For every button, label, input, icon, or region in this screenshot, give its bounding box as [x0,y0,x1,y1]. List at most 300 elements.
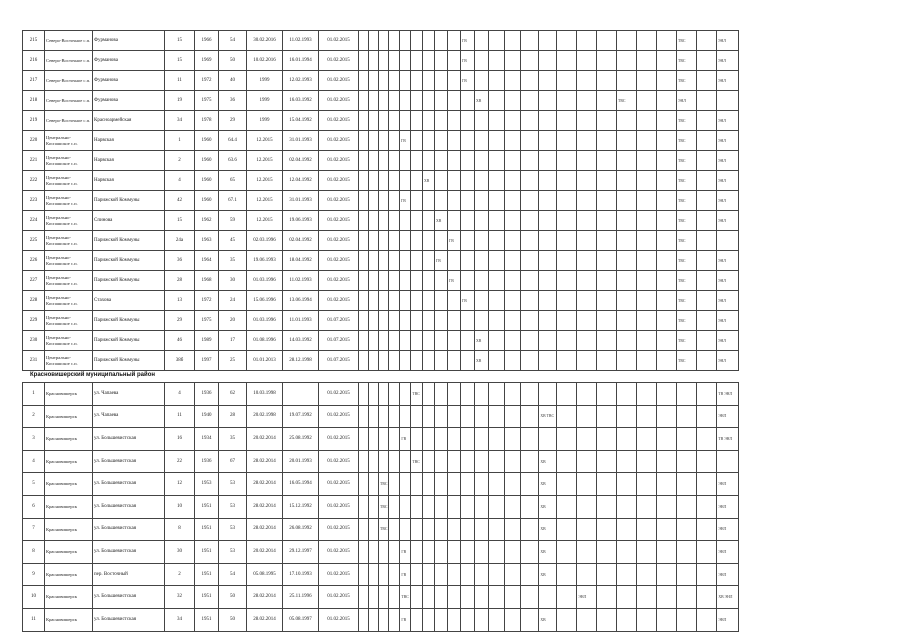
cell-street: ул. Чапаева [93,383,165,406]
cell-street: Стахова [93,291,165,311]
cell-district: Центрально-Коспашское с.п. [45,251,93,271]
grid-cell [359,271,369,291]
grid-cell [475,563,489,586]
work-mark: ХВ [539,518,557,541]
grid-cell [597,51,617,71]
grid-cell [369,586,379,609]
grid-cell [411,518,423,541]
grid-cell [505,151,521,171]
grid-cell [400,251,411,271]
grid-cell [369,541,379,564]
work-mark: ТВС [677,211,697,231]
grid-cell [521,608,539,631]
grid-cell [637,450,657,473]
grid-cell [461,311,475,331]
cell-street: Парижской Коммуны [93,271,165,291]
grid-cell [717,231,739,251]
grid-cell [539,428,557,451]
cell-street: Спинова [93,211,165,231]
grid-cell [539,271,557,291]
grid-cell [359,495,369,518]
grid-cell [557,291,577,311]
cell-d1: 20.02.2014 [247,428,283,451]
cell-house: 12 [165,473,195,496]
cell-house: 32 [165,586,195,609]
grid-cell [577,291,597,311]
grid-cell [577,608,597,631]
cell-n: 8 [23,541,45,564]
grid-cell [489,331,505,351]
grid-cell [577,191,597,211]
cell-n: 221 [23,151,45,171]
grid-cell [369,231,379,251]
cell-n: 9 [23,563,45,586]
cell-year: 1934 [195,428,219,451]
grid-cell [475,541,489,564]
grid-cell [557,311,577,331]
cell-year: 1997 [195,351,219,371]
grid-cell [539,251,557,271]
grid-cell [435,131,448,151]
cell-n: 10 [23,586,45,609]
grid-cell [539,71,557,91]
grid-cell [489,51,505,71]
grid-cell [448,191,461,211]
grid-cell [400,450,411,473]
grid-cell [637,311,657,331]
grid-cell [657,251,677,271]
cell-d1: 28.02.2014 [247,495,283,518]
grid-cell [475,291,489,311]
cell-year: 1964 [195,251,219,271]
table-row [23,450,739,473]
cell-n: 4 [23,450,45,473]
grid-cell [423,586,435,609]
work-mark: ТВС [379,473,389,496]
grid-cell [489,311,505,331]
cell-d2: 29.12.1997 [283,541,319,564]
cell-d2: 28.12.1998 [283,351,319,371]
grid-cell [617,331,637,351]
grid-cell [697,271,717,291]
grid-cell [389,608,400,631]
grid-cell [475,428,489,451]
work-mark: ТВС [677,331,697,351]
cell-year: 1951 [195,495,219,518]
grid-cell [411,405,423,428]
grid-cell [505,211,521,231]
grid-cell [521,311,539,331]
cell-d1: 28.02.2014 [247,586,283,609]
work-mark: ТВС [677,111,697,131]
grid-cell [475,383,489,406]
grid-cell [637,495,657,518]
grid-cell [657,71,677,91]
cell-d1: 20.02.1998 [247,405,283,428]
cell-district: Красновишерск [45,541,93,564]
cell-n: 231 [23,351,45,371]
cell-d3: 01.02.2015 [319,608,359,631]
grid-cell [411,311,423,331]
table-row [23,191,739,211]
cell-house: 13 [165,291,195,311]
grid-cell [505,351,521,371]
grid-cell [475,473,489,496]
grid-cell [657,383,677,406]
grid-cell [475,211,489,231]
grid-cell [369,291,379,311]
grid-cell [697,351,717,371]
cell-street: ул. Большевистская [93,473,165,496]
grid-cell [557,473,577,496]
cell-pct: 50 [219,51,247,71]
grid-cell [505,428,521,451]
table-row [23,563,739,586]
grid-cell [637,518,657,541]
work-mark: ЭНЛ [717,191,739,211]
cell-n: 215 [23,31,45,51]
grid-cell [389,331,400,351]
grid-cell [557,495,577,518]
grid-cell [475,518,489,541]
grid-cell [697,31,717,51]
grid-cell [557,541,577,564]
grid-cell [448,71,461,91]
grid-cell [637,111,657,131]
cell-year: 1953 [195,473,219,496]
cell-d1: 10.02.2016 [247,51,283,71]
work-mark: ГВ [448,231,461,251]
grid-cell [637,31,657,51]
grid-cell [369,473,379,496]
grid-cell [521,31,539,51]
grid-cell [521,251,539,271]
grid-cell [521,151,539,171]
grid-cell [657,428,677,451]
grid-cell [435,586,448,609]
grid-cell [505,291,521,311]
grid-cell [411,91,423,111]
grid-cell [637,563,657,586]
grid-cell [400,111,411,131]
grid-cell [448,91,461,111]
grid-cell [475,131,489,151]
grid-cell [657,31,677,51]
grid-cell [435,291,448,311]
grid-cell [359,563,369,586]
grid-cell [389,131,400,151]
grid-cell [489,405,505,428]
grid-cell [448,251,461,271]
grid-cell [435,51,448,71]
work-mark: ТВС [677,311,697,331]
cell-house: 15 [165,51,195,71]
grid-cell [521,131,539,151]
cell-d2: 02.04.1992 [283,151,319,171]
cell-d3: 01.02.2015 [319,291,359,311]
cell-n: 7 [23,518,45,541]
grid-cell [379,405,389,428]
work-mark: ГВ [400,541,411,564]
grid-cell [423,191,435,211]
work-mark: ТВ ЭНЛ [717,428,739,451]
cell-year: 1936 [195,450,219,473]
grid-cell [400,51,411,71]
cell-year: 1960 [195,131,219,151]
grid-cell [379,541,389,564]
cell-d2: 31.01.1993 [283,131,319,151]
grid-cell [557,151,577,171]
grid-cell [489,91,505,111]
grid-cell [617,131,637,151]
grid-cell [411,351,423,371]
housing-table-lower [22,382,739,632]
grid-cell [677,473,697,496]
work-mark: ТВС [379,495,389,518]
grid-cell [697,311,717,331]
grid-cell [359,351,369,371]
grid-cell [597,31,617,51]
cell-district: Красновишерск [45,518,93,541]
grid-cell [597,311,617,331]
cell-n: 225 [23,231,45,251]
grid-cell [577,473,597,496]
cell-year: 1975 [195,91,219,111]
cell-house: 19 [165,91,195,111]
grid-cell [617,405,637,428]
cell-district: Центрально-Коспашское с.п. [45,331,93,351]
cell-street: Парижской Коммуны [93,351,165,371]
grid-cell [505,131,521,151]
cell-n: 11 [23,608,45,631]
grid-cell [697,71,717,91]
grid-cell [505,171,521,191]
cell-d3: 01.02.2015 [319,131,359,151]
grid-cell [597,251,617,271]
grid-cell [461,271,475,291]
cell-d2: 12.04.1992 [283,171,319,191]
grid-cell [489,450,505,473]
grid-cell [657,495,677,518]
grid-cell [657,191,677,211]
cell-house: 22 [165,450,195,473]
grid-cell [489,131,505,151]
grid-cell [359,428,369,451]
work-mark: ГВ [461,31,475,51]
cell-n: 227 [23,271,45,291]
cell-year: 1960 [195,151,219,171]
cell-d1: 20.02.2014 [247,541,283,564]
grid-cell [657,171,677,191]
grid-cell [461,518,475,541]
cell-street: ул. Большевистская [93,586,165,609]
grid-cell [539,331,557,351]
cell-d2: 11.01.1993 [283,311,319,331]
cell-street: Красноармейская [93,111,165,131]
work-mark: ГВ [461,291,475,311]
grid-cell [677,608,697,631]
grid-cell [389,151,400,171]
table-row [23,473,739,496]
cell-district: Центрально-Коспашское с.п. [45,211,93,231]
table-row [23,231,739,251]
grid-cell [617,271,637,291]
cell-n: 222 [23,171,45,191]
grid-cell [359,171,369,191]
grid-cell [577,495,597,518]
cell-district: Красновишерск [45,586,93,609]
grid-cell [577,51,597,71]
grid-cell [597,111,617,131]
grid-cell [435,351,448,371]
cell-d1: 12.2015 [247,151,283,171]
grid-cell [617,311,637,331]
grid-cell [448,563,461,586]
cell-d1: 19.06.1993 [247,251,283,271]
grid-cell [597,495,617,518]
grid-cell [637,405,657,428]
grid-cell [617,450,637,473]
cell-year: 1963 [195,231,219,251]
cell-pct: 28 [219,405,247,428]
grid-cell [617,171,637,191]
work-mark: ХВ [539,608,557,631]
grid-cell [411,31,423,51]
cell-house: 4 [165,171,195,191]
grid-cell [521,231,539,251]
cell-year: 1968 [195,271,219,291]
grid-cell [448,331,461,351]
cell-d3: 01.02.2015 [319,541,359,564]
work-mark: ГВ [400,131,411,151]
cell-street: Парижской Коммуны [93,231,165,251]
cell-district: Центрально-Коспашское с.п. [45,171,93,191]
grid-cell [505,111,521,131]
work-mark: ТВС [379,518,389,541]
grid-cell [435,518,448,541]
work-mark: ГВ [400,428,411,451]
cell-n: 5 [23,473,45,496]
grid-cell [557,428,577,451]
grid-cell [369,151,379,171]
grid-cell [369,271,379,291]
grid-cell [637,211,657,231]
grid-cell [521,331,539,351]
grid-cell [617,541,637,564]
cell-d2: 11.02.1993 [283,31,319,51]
grid-cell [389,473,400,496]
cell-d3: 01.02.2015 [319,271,359,291]
grid-cell [677,541,697,564]
grid-cell [637,151,657,171]
grid-cell [657,51,677,71]
grid-cell [697,111,717,131]
cell-n: 220 [23,131,45,151]
cell-year: 1972 [195,71,219,91]
grid-cell [697,191,717,211]
grid-cell [379,191,389,211]
grid-cell [448,291,461,311]
grid-cell [637,251,657,271]
grid-cell [617,71,637,91]
grid-cell [448,405,461,428]
grid-cell [423,151,435,171]
grid-cell [423,251,435,271]
grid-cell [637,191,657,211]
grid-cell [489,518,505,541]
grid-cell [577,331,597,351]
grid-cell [400,271,411,291]
grid-cell [389,311,400,331]
cell-d3: 01.02.2015 [319,91,359,111]
grid-cell [369,450,379,473]
cell-district: Центрально-Коспашское с.п. [45,131,93,151]
grid-cell [717,450,739,473]
grid-cell [411,473,423,496]
grid-cell [657,271,677,291]
grid-cell [475,51,489,71]
grid-cell [359,383,369,406]
grid-cell [461,495,475,518]
grid-cell [677,495,697,518]
grid-cell [400,291,411,311]
work-mark: ЭНЛ [717,71,739,91]
grid-cell [448,383,461,406]
cell-house: 15 [165,211,195,231]
work-mark: ЭНЛ [717,151,739,171]
grid-cell [389,91,400,111]
grid-cell [400,31,411,51]
cell-pct: 35 [219,251,247,271]
grid-cell [461,251,475,271]
grid-cell [505,311,521,331]
grid-cell [435,450,448,473]
cell-d2: 25.08.1992 [283,428,319,451]
cell-pct: 67 [219,450,247,473]
cell-d2: 26.08.1992 [283,518,319,541]
cell-d1: 02.03.1996 [247,231,283,251]
grid-cell [697,428,717,451]
grid-cell [379,111,389,131]
grid-cell [617,31,637,51]
grid-cell [577,231,597,251]
grid-cell [448,211,461,231]
grid-cell [521,291,539,311]
grid-cell [389,541,400,564]
cell-d2 [283,383,319,406]
work-mark: ХВ [475,331,489,351]
cell-pct: 50 [219,608,247,631]
grid-cell [435,171,448,191]
cell-district: Красновишерск [45,473,93,496]
cell-pct: 64.4 [219,131,247,151]
work-mark: ТВС [677,351,697,371]
grid-cell [475,151,489,171]
grid-cell [489,563,505,586]
grid-cell [617,111,637,131]
cell-d1: 12.2015 [247,131,283,151]
grid-cell [359,231,369,251]
cell-street: Парижской Коммуны [93,191,165,211]
cell-d1: 1999 [247,111,283,131]
grid-cell [379,383,389,406]
grid-cell [539,131,557,151]
cell-pct: 17 [219,331,247,351]
grid-cell [461,450,475,473]
grid-cell [597,131,617,151]
grid-cell [400,91,411,111]
grid-cell [521,563,539,586]
